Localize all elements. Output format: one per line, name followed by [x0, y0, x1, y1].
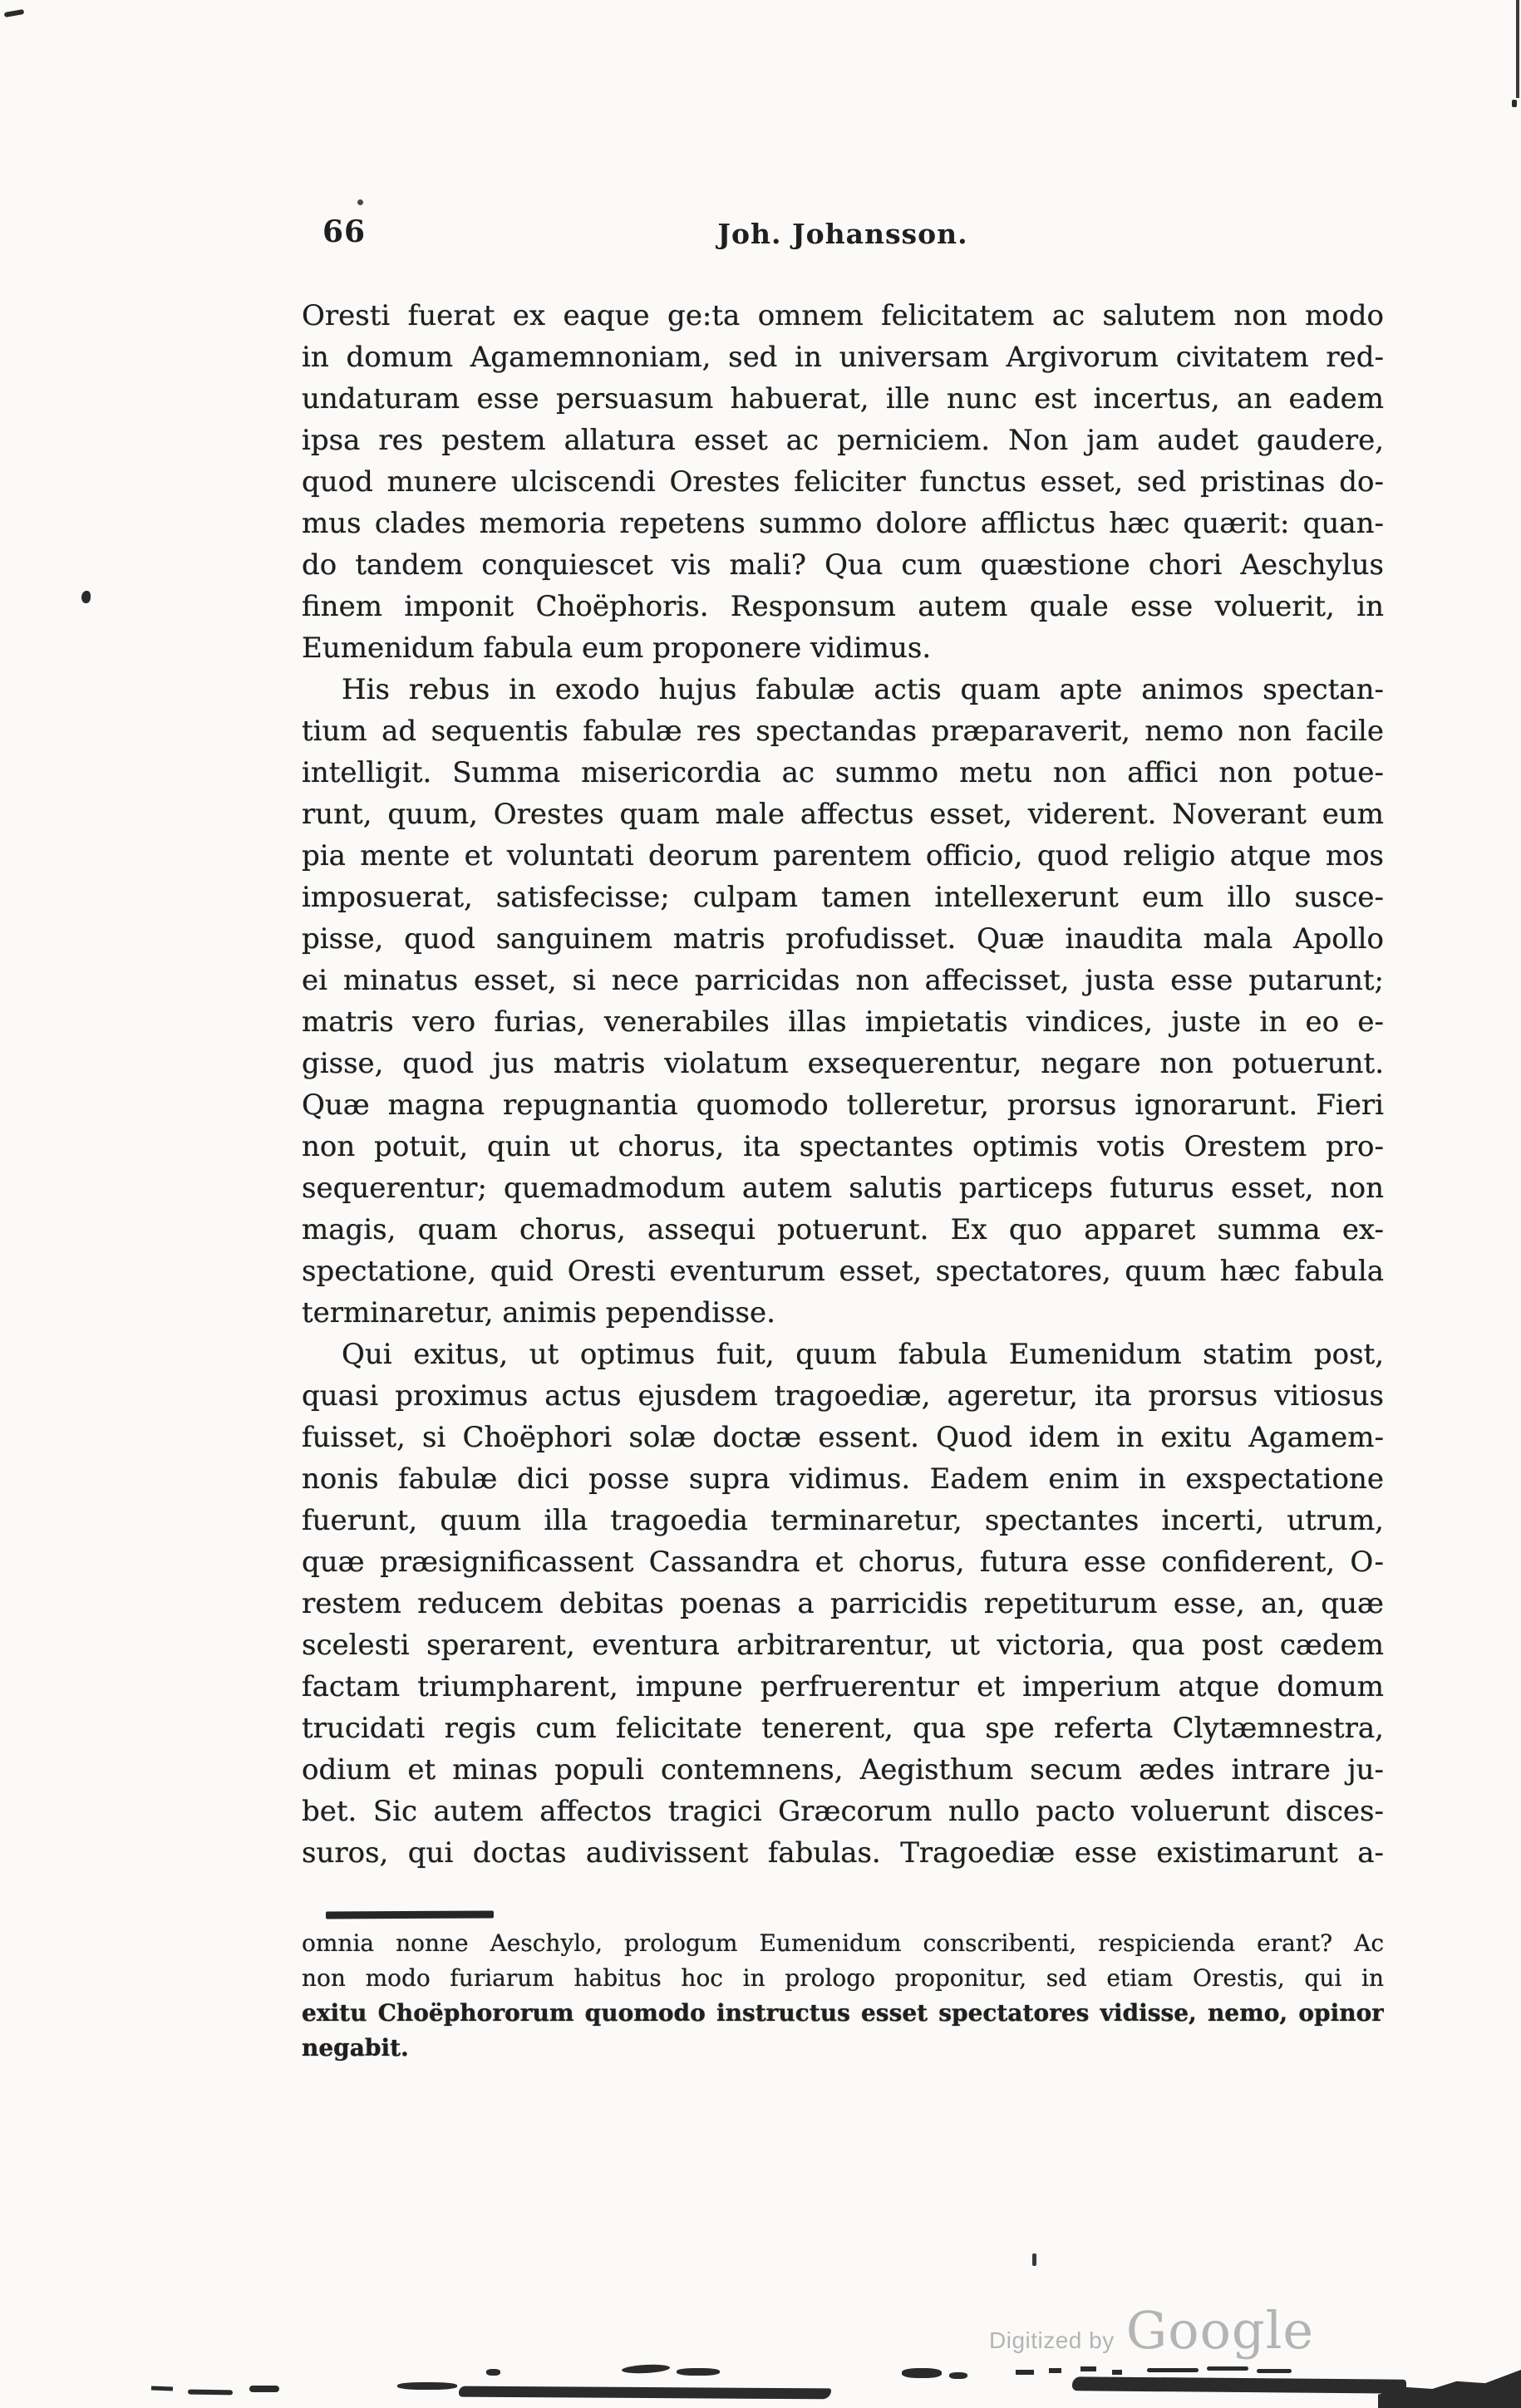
- text-line: magis, quam chorus, assequi potuerunt. Ex quo apparet summa ex-: [302, 1213, 1384, 1246]
- text-line: fuisset, si Choëphori solæ doctæ essent. Quod idem in exitu Agamem-: [302, 1421, 1384, 1454]
- text-line: trucidati regis cum felicitate tenerent, qua spe referta Clytæmnestra,: [302, 1712, 1384, 1745]
- scan-artifact-bottom-smudge: [902, 2368, 942, 2378]
- text-line: spectatione, quid Oresti eventurum esset, spectatores, quum hæc fabula: [302, 1255, 1384, 1288]
- scan-artifact-right-edge-line: [1516, 0, 1519, 98]
- scan-artifact-bottom-smudge: [677, 2368, 720, 2376]
- text-line: scelesti sperarent, eventura arbitrarentur, ut victoria, qua post cædem: [302, 1629, 1384, 1662]
- google-watermark: [989, 2300, 1314, 2361]
- scan-artifact-bottom-smudge: [1049, 2368, 1061, 2373]
- text-line: mus clades memoria repetens summo dolore afflictus hæc quærit: quan-: [302, 507, 1384, 540]
- text-line: Eumenidum fabula eum proponere vidimus.: [302, 631, 932, 665]
- page-number: 66: [322, 214, 367, 249]
- text-line: suros, qui doctas audivissent fabulas. Tragoediæ esse existimarunt a-: [302, 1836, 1384, 1870]
- footnote-line: exitu Choëphororum quomodo instructus esset spectatores vidisse, nemo, opinor: [302, 1999, 1384, 2027]
- footnote-line: omnia nonne Aeschylo, prologum Eumenidum conscribenti, respicienda erant? Ac: [302, 1929, 1384, 1957]
- scan-artifact-bottom-smudge: [1207, 2366, 1248, 2371]
- scan-artifact-bottom-tick: [1032, 2253, 1036, 2266]
- text-line: imposuerat, satisfecisse; culpam tamen intellexerunt eum illo susce-: [302, 881, 1384, 914]
- text-line: intelligit. Summa misericordia ac summo metu non affici non potue-: [302, 756, 1384, 789]
- scan-artifact-left-margin-dot: [81, 591, 91, 603]
- text-line: bet. Sic autem affectos tragici Græcorum nullo pacto voluerunt disces-: [302, 1795, 1384, 1828]
- scan-artifact-bottom-smudge: [1257, 2369, 1292, 2373]
- scan-artifact-dot-above-page-number: [357, 199, 363, 205]
- text-line: factam triumpharent, impune perfruerentur et imperium atque domum: [302, 1670, 1384, 1703]
- scan-artifact-bottom-smudge: [151, 2386, 173, 2391]
- scan-artifact-bottom-corner-blob: [1378, 2370, 1521, 2408]
- text-line: non potuit, quin ut chorus, ita spectantes optimis votis Orestem pro-: [302, 1130, 1384, 1163]
- text-line: quod munere ulciscendi Orestes feliciter functus esset, sed pristinas do-: [302, 465, 1384, 499]
- text-line: fuerunt, quum illa tragoedia terminaretur, spectantes incerti, utrum,: [302, 1504, 1384, 1537]
- scan-artifact-bottom-smudge: [622, 2363, 670, 2374]
- text-line: restem reducem debitas poenas a parricidis repetiturum esse, an, quæ: [302, 1587, 1384, 1620]
- text-block: [302, 295, 1384, 1874]
- running-header: Joh. Johansson.: [717, 218, 968, 250]
- text-line: matris vero furias, venerabiles illas impietatis vindices, juste in eo e-: [302, 1005, 1384, 1039]
- scan-artifact-bottom-smudge: [1072, 2376, 1406, 2394]
- text-line: Oresti fuerat ex eaque ge:ta omnem felicitatem ac salutem non modo: [302, 299, 1384, 332]
- footnote-separator-rule: [326, 1910, 494, 1919]
- text-line: nonis fabulæ dici posse supra vidimus. Eadem enim in exspectatione: [302, 1462, 1384, 1496]
- text-line: tium ad sequentis fabulæ res spectandas præparaverit, nemo non facile: [302, 715, 1384, 748]
- scan-artifact-bottom-smudge: [188, 2390, 233, 2396]
- scan-artifact-bottom-smudge: [486, 2369, 500, 2376]
- scan-artifact-bottom-smudge: [1147, 2368, 1199, 2372]
- text-line: odium et minas populi contemnens, Aegisthum secum ædes intrare ju-: [302, 1753, 1384, 1786]
- watermark-google-logo: Google: [1125, 2300, 1315, 2361]
- scan-artifact-bottom-smudge: [1080, 2366, 1096, 2371]
- scan-artifact-bottom-smudge: [1016, 2370, 1034, 2375]
- text-line: ipsa res pestem allatura esset ac perniciem. Non jam audet gaudere,: [302, 424, 1384, 457]
- text-line: Qui exitus, ut optimus fuit, quum fabula Eumenidum statim post,: [342, 1338, 1384, 1371]
- scan-artifact-right-edge-speck: [1512, 100, 1517, 107]
- text-line: finem imponit Choëphoris. Responsum autem quale esse voluerit, in: [302, 590, 1384, 623]
- scan-artifact-top-left-dash: [4, 9, 25, 17]
- text-line: pia mente et voluntati deorum parentem officio, quod religio atque mos: [302, 839, 1384, 872]
- text-line: quasi proximus actus ejusdem tragoediæ, ageretur, ita prorsus vitiosus: [302, 1379, 1384, 1413]
- text-line: sequerentur; quemadmodum autem salutis particeps futurus esset, non: [302, 1172, 1384, 1205]
- watermark-digitized-label: Digitized by: [989, 2327, 1115, 2353]
- text-line: runt, quum, Orestes quam male affectus esset, viderent. Noverant eum: [302, 798, 1384, 831]
- scan-artifact-bottom-smudge: [459, 2386, 831, 2400]
- text-line: pisse, quod sanguinem matris profudisset. Quæ inaudita mala Apollo: [302, 922, 1384, 956]
- scan-artifact-bottom-smudge: [397, 2382, 457, 2390]
- scan-artifact-bottom-smudge: [949, 2372, 967, 2379]
- scan-artifact-bottom-smudge: [249, 2386, 279, 2392]
- footnote-line: negabit.: [302, 2034, 409, 2062]
- text-line: terminaretur, animis pependisse.: [302, 1296, 775, 1329]
- footnote-line: non modo furiarum habitus hoc in prologo proponitur, sed etiam Orestis, qui in: [302, 1964, 1384, 1992]
- text-line: ei minatus esset, si nece parricidas non affecisset, justa esse putarunt;: [302, 964, 1384, 997]
- text-line: Quæ magna repugnantia quomodo tolleretur, prorsus ignorarunt. Fieri: [302, 1089, 1384, 1122]
- text-line: His rebus in exodo hujus fabulæ actis quam apte animos spectan-: [342, 673, 1384, 706]
- scan-artifact-bottom-smudge: [1112, 2370, 1122, 2375]
- text-line: gisse, quod jus matris violatum exsequerentur, negare non potuerunt.: [302, 1047, 1384, 1080]
- text-line: do tandem conquiescet vis mali? Qua cum quæstione chori Aeschylus: [302, 548, 1384, 582]
- text-line: quæ præsignificassent Cassandra et chorus, futura esse confiderent, O-: [302, 1546, 1384, 1579]
- text-line: undaturam esse persuasum habuerat, ille nunc est incertus, an eadem: [302, 382, 1384, 415]
- text-line: in domum Agamemnoniam, sed in universam Argivorum civitatem red-: [302, 341, 1384, 374]
- footnote-block: [302, 1926, 1384, 2066]
